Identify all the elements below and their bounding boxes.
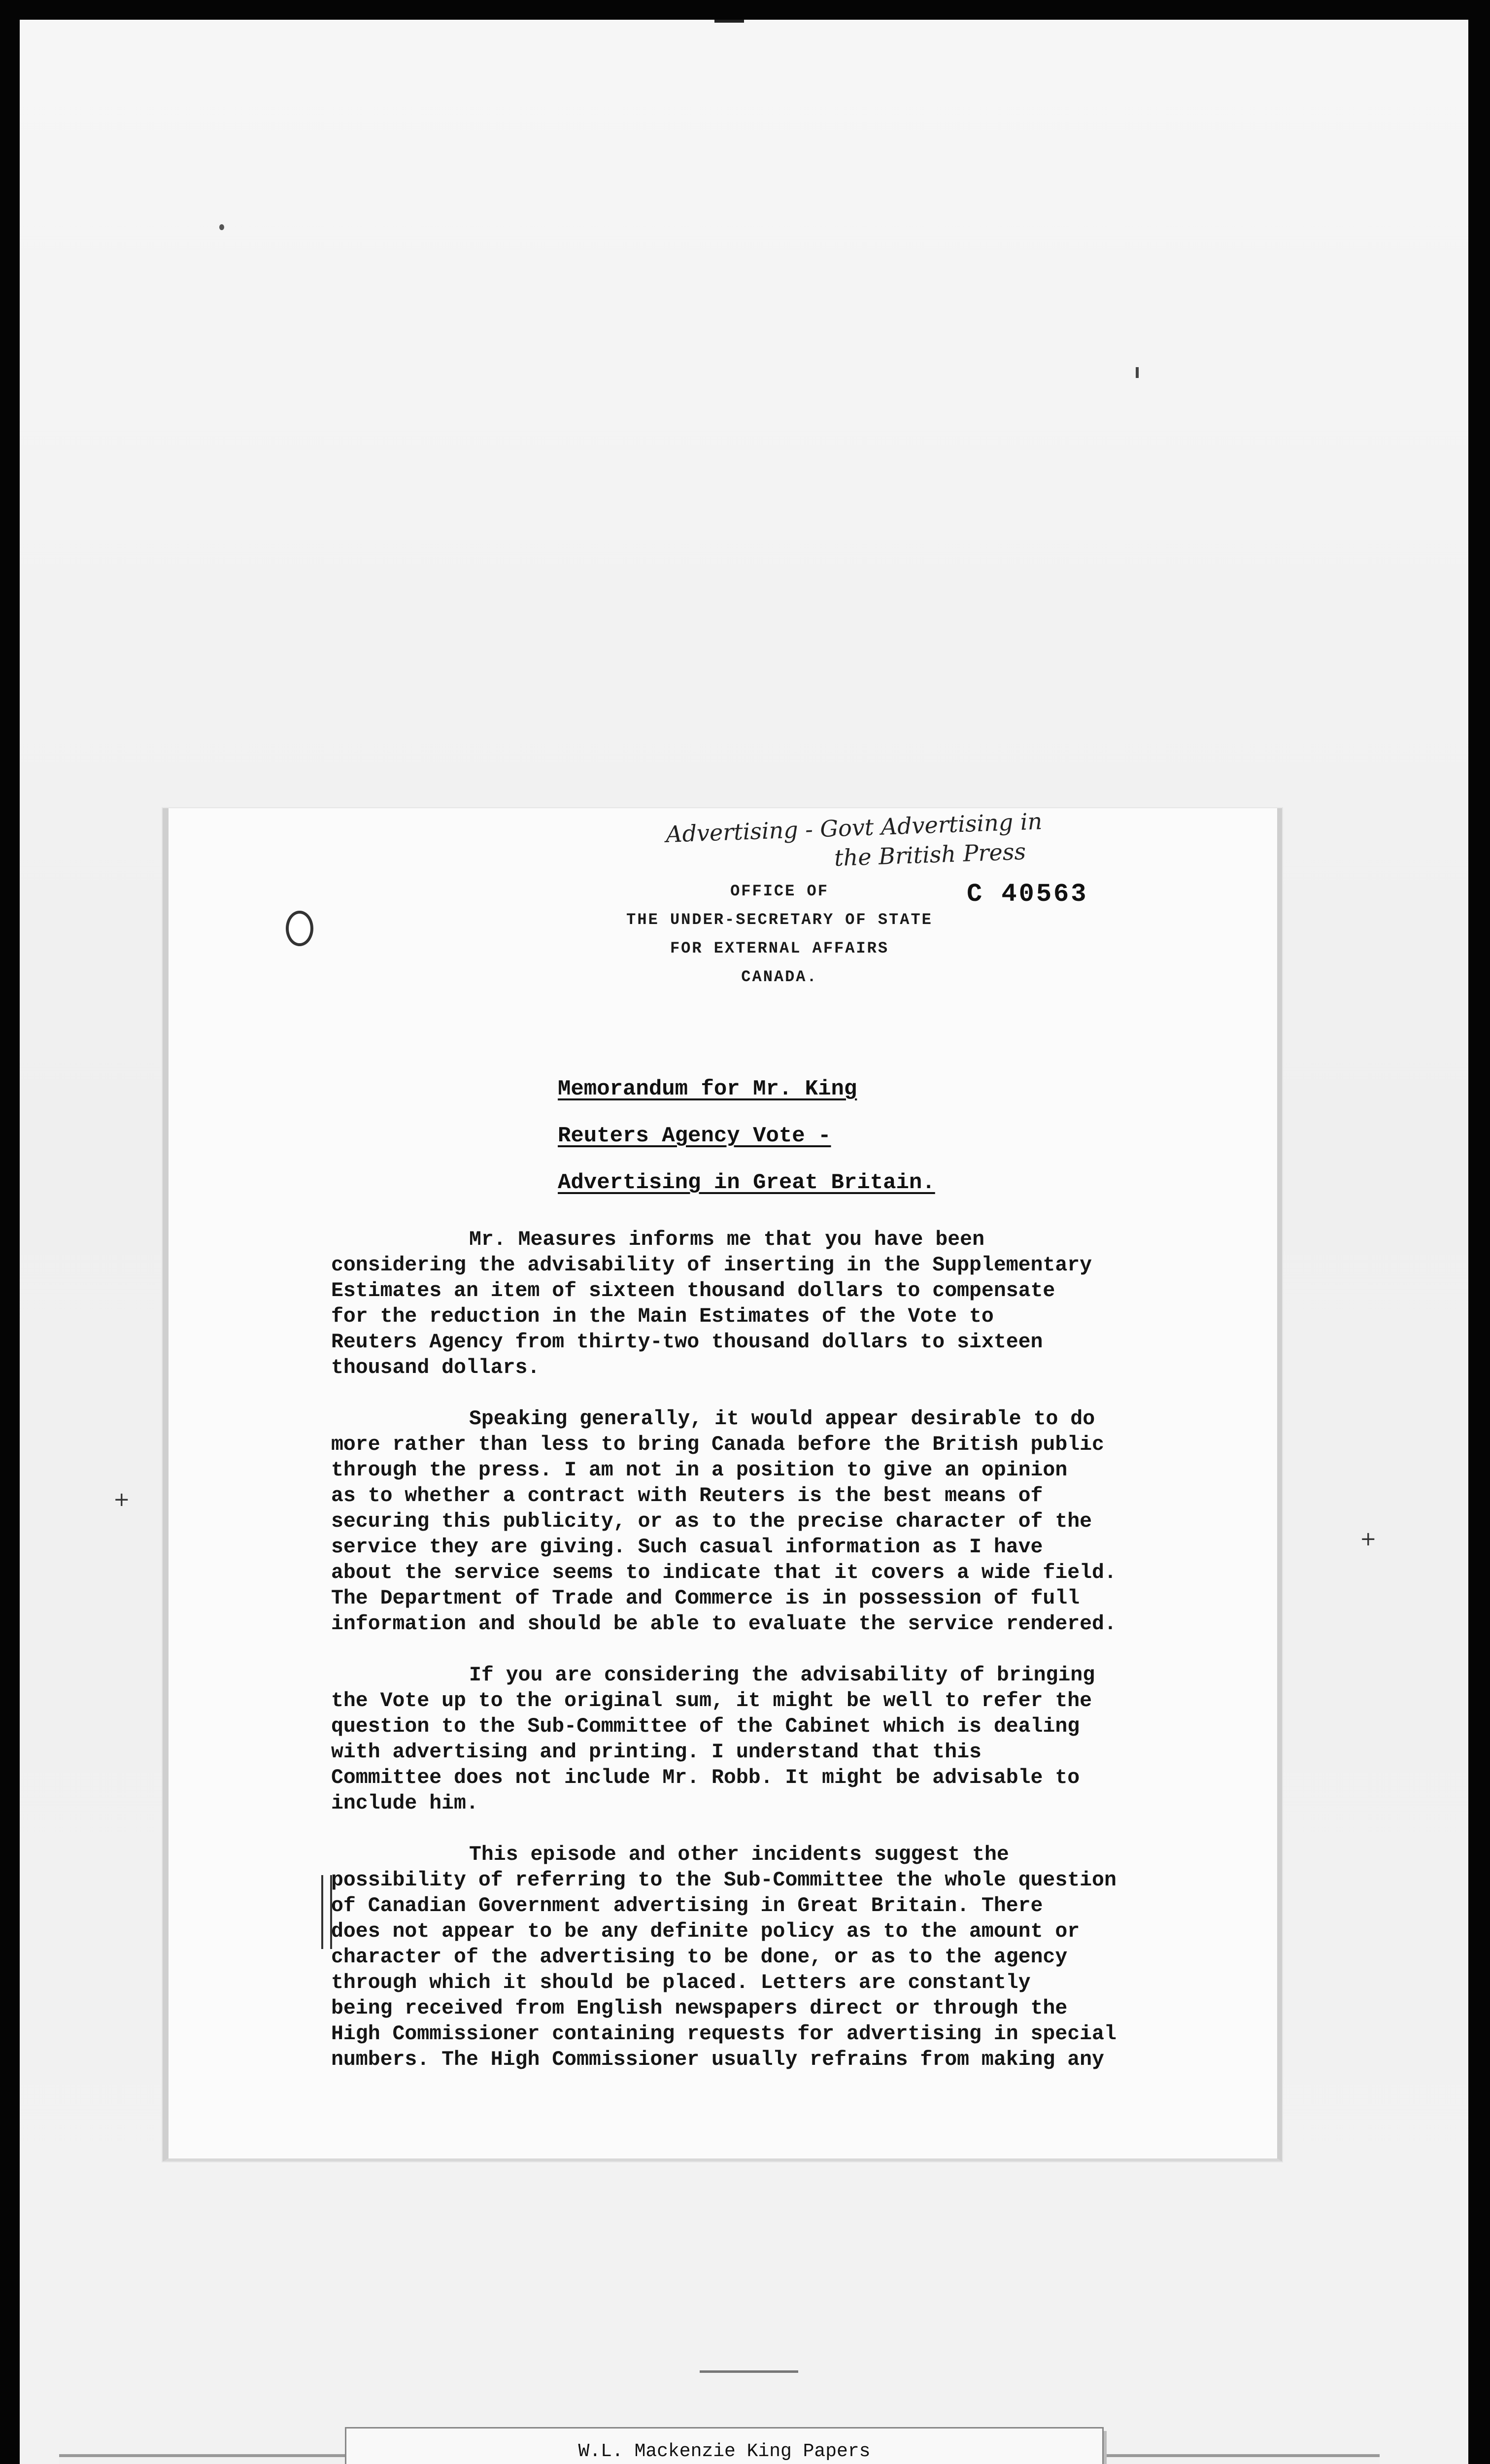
film-registration-mark-top: [714, 20, 744, 23]
film-mark-dash-bottom: [700, 2370, 798, 2373]
file-number: C 40563: [967, 880, 1088, 909]
memo-paragraph-2: Speaking generally, it would appear desirable to do more rather than less to bring Canada before the British public through the press. I am not in a position to give an opinion as to whether a contract with Reuters is the best means of securing this publicity, or as to the precise character of the service they are giving. Such casual information as I have about the service seems to indicate that it covers a wide field. The Department of Trade and Commerce is in possession of full information and should be able to evaluate the service rendered.: [331, 1407, 1117, 1636]
handwritten-note-line-1: Advertising - Govt Advertising in: [665, 808, 1043, 848]
letterhead-line-4: CANADA.: [741, 968, 818, 986]
margin-mark: [321, 1875, 332, 1949]
memo-paragraph-3: If you are considering the advisability of bringing the Vote up to the original sum, it might be well to refer the question to the Sub-Committee of the Cabinet which is dealing with advertising and printing. I understand that this Committee does not include Mr. Robb. It might be advisable to include him.: [331, 1664, 1095, 1815]
punch-hole: [286, 911, 313, 946]
memo-body: [331, 1227, 1253, 2098]
handwritten-note-line-2: the British Press: [834, 838, 1026, 872]
memo-paragraph-1: Mr. Measures informs me that you have been considering the advisability of inserting in the Supplementary Estimates an item of sixteen thousand dollars to compensate for the reduction in the Main Estimates of the Vote to Reuters Agency from thirty-two thousand dollars to sixteen thousand dollars.: [331, 1228, 1092, 1379]
letterhead-line-1: OFFICE OF: [730, 882, 829, 900]
handwritten-note: [665, 799, 1258, 879]
letterhead-line-3: FOR EXTERNAL AFFAIRS: [670, 939, 889, 958]
film-mark-dot-left: [219, 224, 224, 230]
memo-heading-line-1: Memorandum for Mr. King: [558, 1077, 857, 1101]
memo-heading-line-2: Reuters Agency Vote -: [558, 1124, 831, 1148]
collection-label: [345, 2427, 1104, 2464]
film-mark-dot-right: [1136, 367, 1139, 378]
memorandum-page: [163, 808, 1282, 2161]
collection-label-line-1: W.L. Mackenzie King Papers: [578, 2441, 871, 2462]
letterhead-line-2: THE UNDER-SECRETARY OF STATE: [626, 911, 933, 929]
memo-paragraph-4: This episode and other incidents suggest the possibility of referring to the Sub-Committee the whole question of Canadian Government advertising in Great Britain. There does not appear to be any definite policy as to the amount or character of the advertising to be done, or as to the agency through which it should be placed. Letters are constantly being received from English newspapers direct or through the High Commissioner containing requests for advertising in special numbers. The High Commissioner usually refrains from making any: [331, 1843, 1117, 2071]
letterhead: [582, 877, 977, 992]
memo-heading-line-3: Advertising in Great Britain.: [558, 1170, 935, 1195]
registration-cross-right: +: [1360, 1528, 1377, 1550]
registration-cross-left: +: [113, 1488, 130, 1511]
